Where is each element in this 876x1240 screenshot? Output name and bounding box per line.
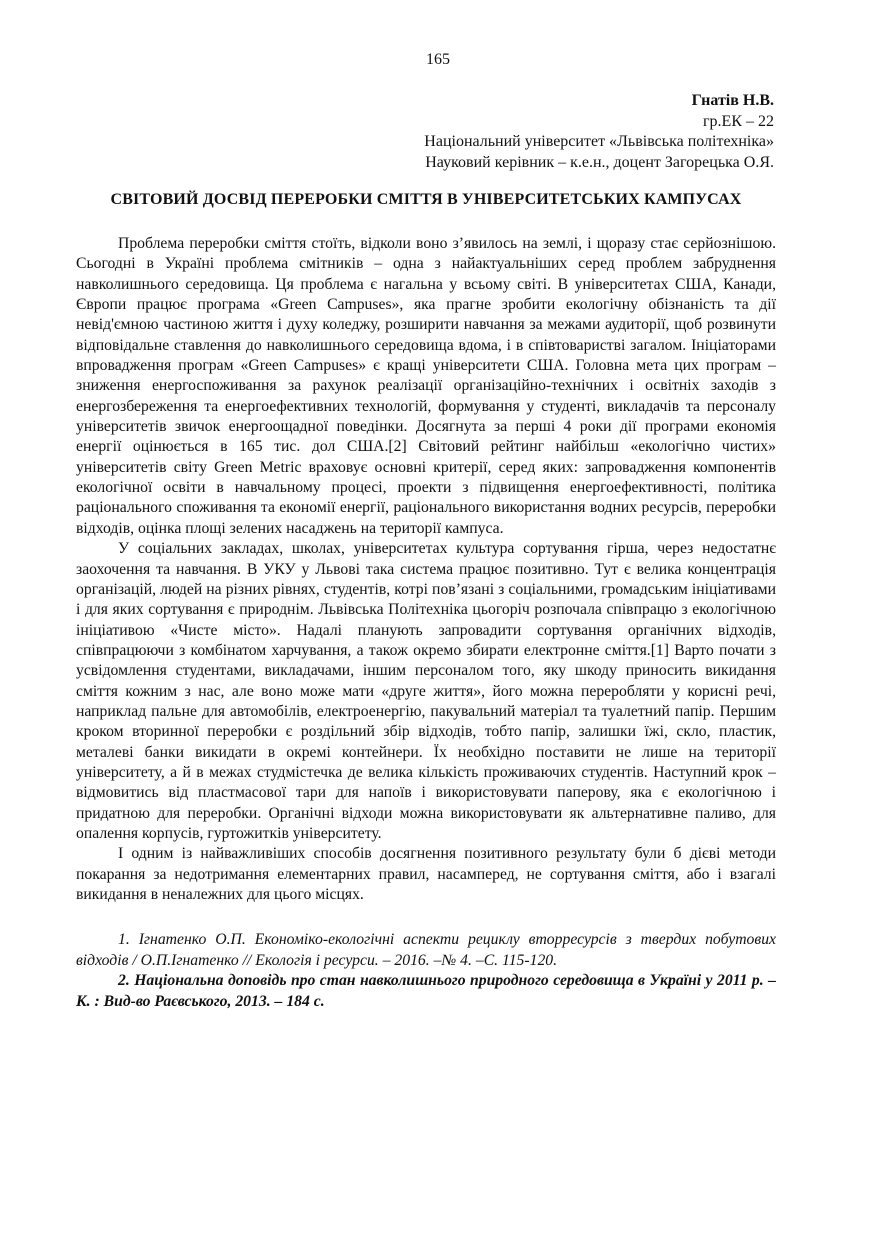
supervisor: Науковий керівник – к.е.н., доцент Загорецька О.Я. — [425, 153, 774, 171]
paragraph: Проблема переробки сміття стоїть, відколи воно з’явилось на землі, і щоразу стає серйознішою. Сьогодні в Україні проблема смітників – одна з найактуальніших серед проблем забруднення навколишнього середовища. Ця проблема є нагальна у всьому світі. В університетах США, Канади, Європи працює програма «Green Campuses», яка прагне зробити екологічну обізнаність та дії невід'ємною частиною життя і духу коледжу, розширити навчання за межами аудиторії, щоб розвинути відповідальне ставлення до навколишнього середовища вдома, і в співтоваристві загалом. Ініціаторами впровадження програм «Green Campuses» є кращі університети США. Головна мета цих програм – зниження енергоспоживання за рахунок реалізації організаційно-технічних і освітніх заходів з енергозбереження та енергоефективних технологій, формування у студенті, викладачів та персоналу університетів звичок енергоощадної поведінки. Досягнута за перші 4 роки дії програми економія енергії оцінюється в 165 тис. дол США.[2] Світовий рейтинг найбільш «екологічно чистих» університетів світу Green Metric враховує основні критерії, серед яких: запровадження компонентів екологічної освіти в навчальному процесі, проекти з підвищення енергоефективності, політика раціонального споживання та економії енергії, раціонального використання водних ресурсів, переробки відходів, оцінка площі зелених насаджень на території кампуса. — [76, 235, 776, 537]
paragraph: У соціальних закладах, школах, університетах культура сортування гірша, через недостатнє заохочення та навчання. В УКУ у Львові така система працює позитивно. Тут є велика концентрація організацій, людей на різних рівнях, студентів, котрі пов’язані з соціальними, громадським ініціативами і для яких сортування є природнім. Львівська Політехніка цьогоріч розпочала співпрацю з екологічною ініціативою «Чисте місто». Надалі планують запровадити сортування органічних відходів, співпрацюючи з комбінатом харчування, а також окремо збирати електронне сміття.[1] Варто почати з усвідомлення студентами, викладачами, іншим персоналом того, яку шкоду приносить викидання сміття кожним з нас, але воно може мати «друге життя», його можна переробляти у корисні речі, наприклад пальне для автомобілів, електроенергію, пакувальний матеріал та туалетний папір. Першим кроком вторинної переробки є роздільний збір відходів, тобто папір, залишки їжі, скло, пластик, металеві банки викидати в окремі контейнери. Їх необхідно поставити не лише на території університету, а й в межах студмістечка де велика кількість проживаючих студентів. Наступний крок – відмовитись від пластмасової тари для напоїв і використовувати паперову, яка є екологічною і придатною для переробки. Органічні відходи можна використовувати як альтернативне паливо, для опалення корпусів, гуртожитків університету. — [76, 540, 776, 842]
paragraph: І одним із найважливіших способів досягнення позитивного результату були б дієві методи покарання за недотримання елементарних правил, насамперед, не сортування сміття, або і взагалі викидання в неналежних для цього місцях. — [76, 845, 776, 903]
author-header — [424, 91, 774, 173]
reference-item: 2. Національна доповідь про стан навколишнього природного середовища в Україні у 2011 р. –К. : Вид-во Раєвського, 2013. – 184 с. — [76, 972, 776, 1010]
article-body — [76, 234, 776, 905]
reference-item: 1. Ігнатенко О.П. Економіко-екологічні аспекти рециклу вторресурсів з твердих побутових відходів / О.П.Ігнатенко // Екологія і ресурси. – 2016. –№ 4. –С. 115-120. — [76, 931, 776, 969]
author-name: Гнатів Н.В. — [691, 92, 774, 109]
university-name: Національний університет «Львівська політехніка» — [424, 133, 774, 150]
author-group: гр.ЕК – 22 — [702, 112, 774, 130]
references — [76, 930, 776, 1012]
page-number: 165 — [426, 51, 450, 68]
article-title: СВІТОВИЙ ДОСВІД ПЕРЕРОБКИ СМІТТЯ В УНІВЕРСИТЕТСЬКИХ КАМПУСАХ — [110, 191, 742, 208]
